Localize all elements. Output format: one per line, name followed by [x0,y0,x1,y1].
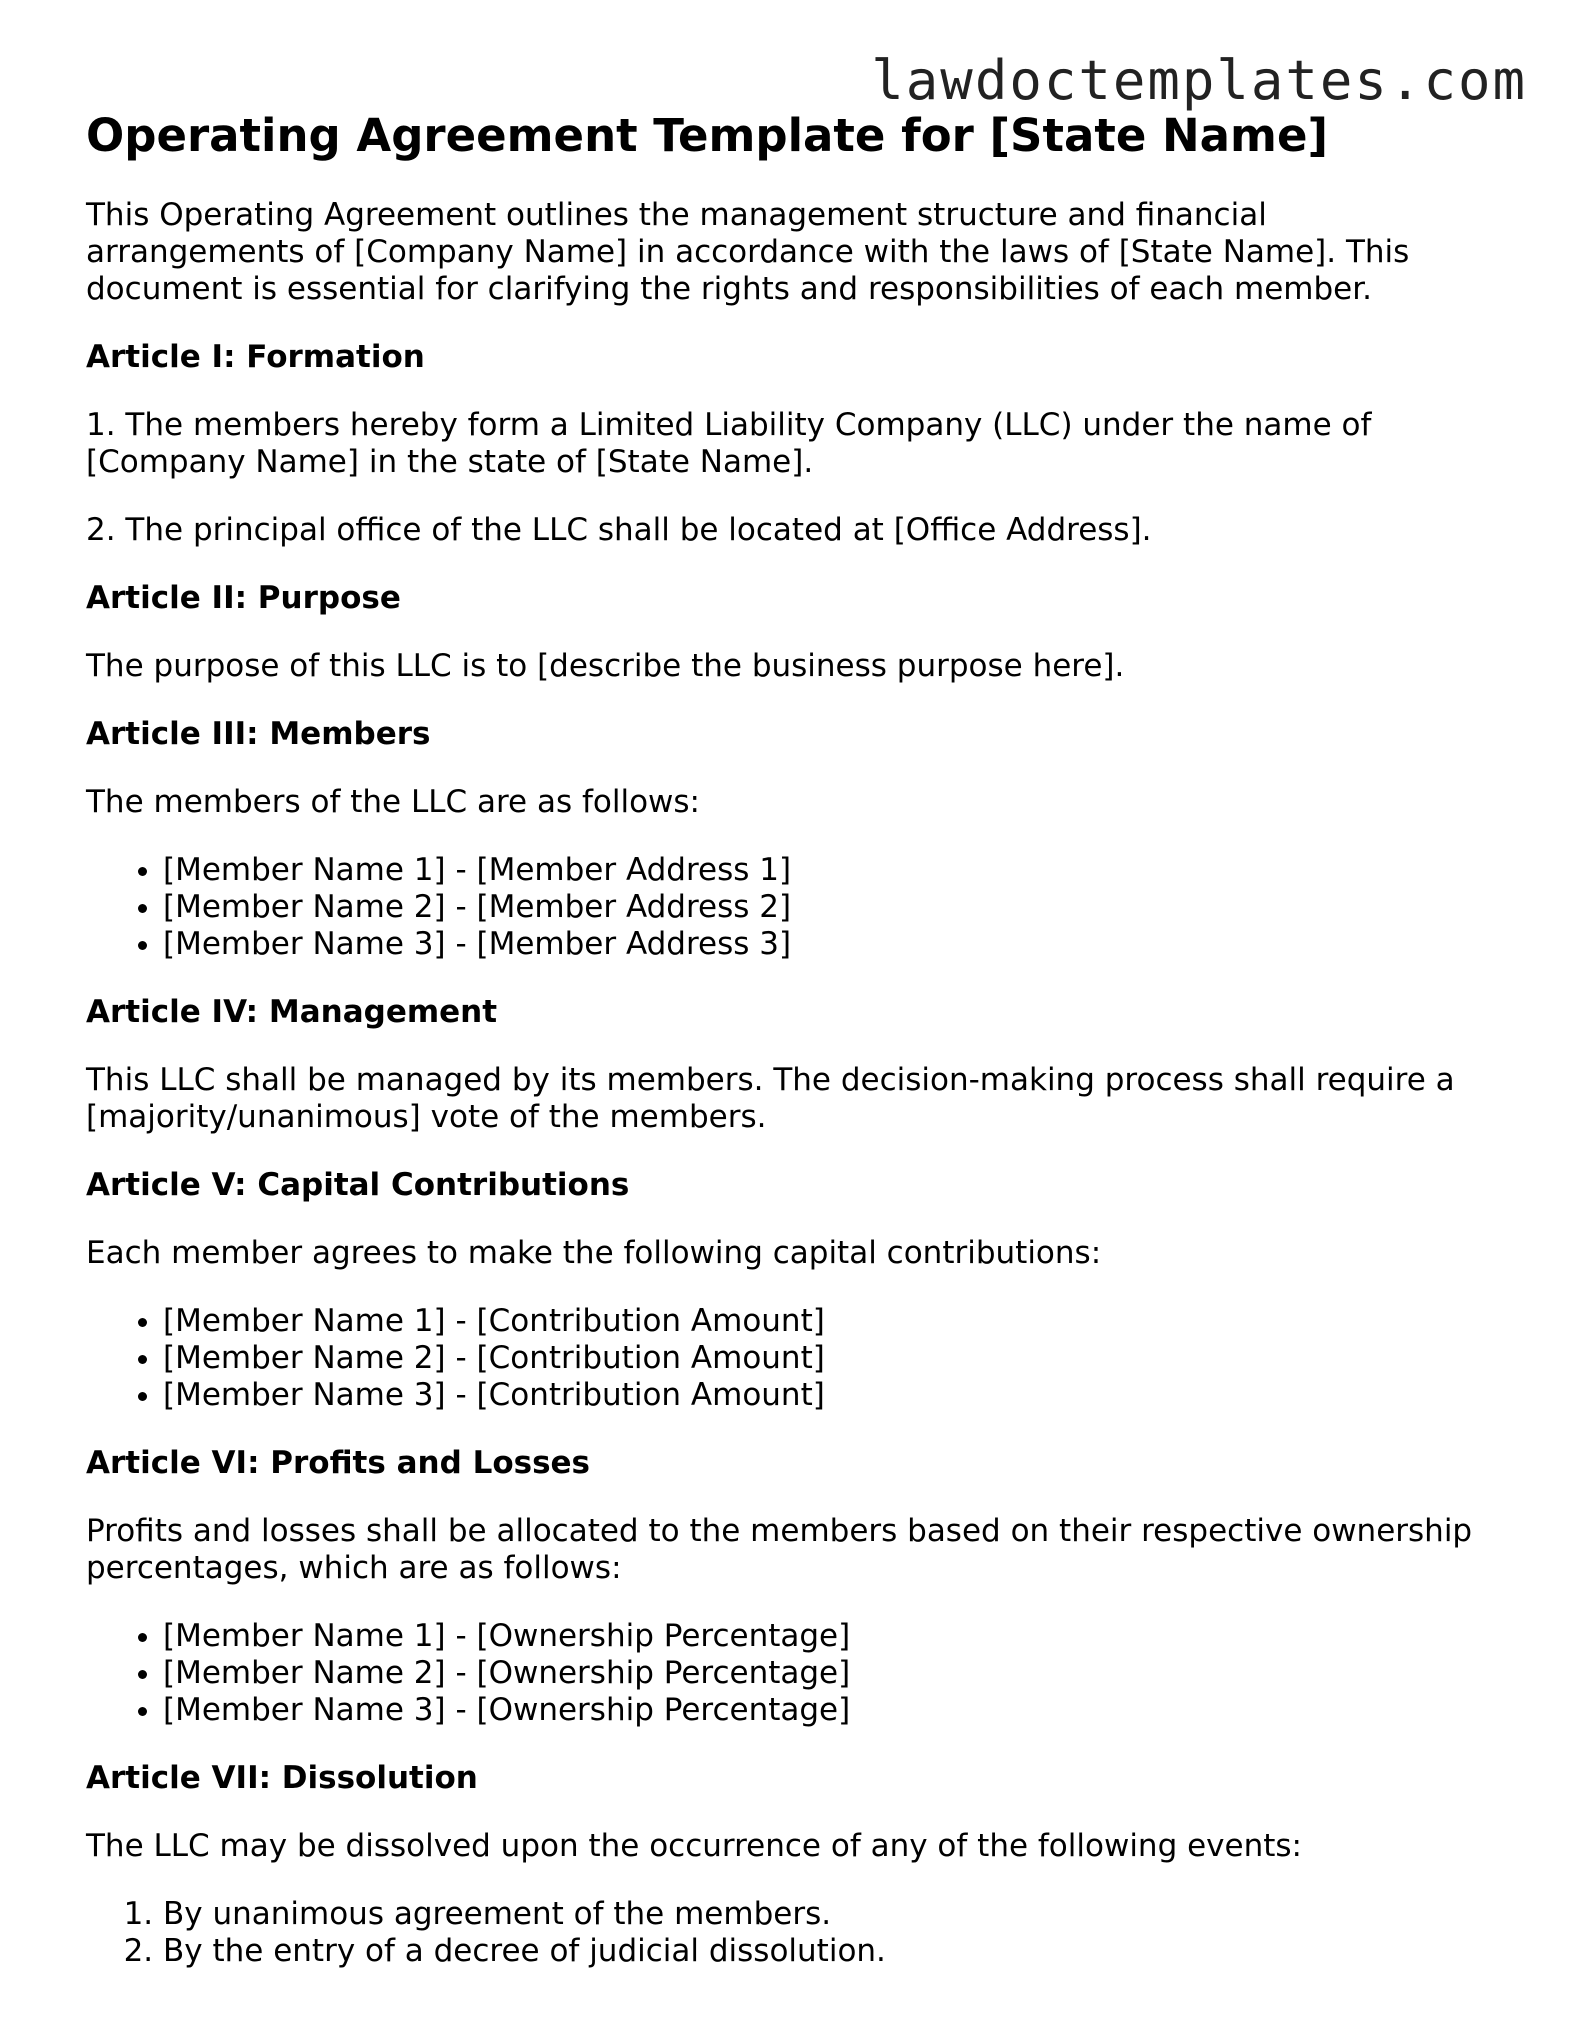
article-7-text: The LLC may be dissolved upon the occurrence of any of the following events: [86,1828,1302,1864]
article-5-heading: Article V: Capital Contributions [86,1167,630,1203]
list-item: • [Member Name 3] - [Ownership Percentage] [163,1692,1486,1729]
list-item: 2. By the entry of a decree of judicial dissolution. [163,1933,1486,1970]
list-item: • [Member Name 1] - [Contribution Amount] [163,1303,1486,1340]
list-item: • [Member Name 3] - [Contribution Amount] [163,1377,1486,1414]
intro-paragraph: This Operating Agreement outlines the management structure and financial arrangements of [Company Name] in accordance with the laws of [State Name]. This document is essential for clarifying the rights and responsibilities of each member. [86,197,1410,307]
article-7-heading: Article VII: Dissolution [86,1760,478,1796]
article-2-heading: Article II: Purpose [86,580,401,616]
ownership-list [86,1618,1486,1729]
members-list [86,852,1486,963]
list-item: • [Member Name 2] - [Member Address 2] [163,889,1486,926]
list-item: • [Member Name 2] - [Contribution Amount] [163,1340,1486,1377]
list-item: • [Member Name 1] - [Ownership Percentage] [163,1618,1486,1655]
document-body [86,108,1486,2001]
article-1-clause-1: 1. The members hereby form a Limited Liability Company (LLC) under the name of [Company Name] in the state of [State Name]. [86,407,1372,480]
article-1-heading: Article I: Formation [86,339,425,375]
list-item: 1. By unanimous agreement of the members. [163,1896,1486,1933]
list-item: • [Member Name 2] - [Ownership Percentage] [163,1655,1486,1692]
article-6-text: Profits and losses shall be allocated to the members based on their respective ownership percentages, which are as follows: [86,1513,1473,1586]
article-3-heading: Article III: Members [86,716,431,752]
article-2-text: The purpose of this LLC is to [describe the business purpose here]. [86,648,1125,684]
site-watermark: lawdoctemplates.com [871,49,1527,112]
contributions-list [86,1303,1486,1414]
list-item: • [Member Name 1] - [Member Address 1] [163,852,1486,889]
article-5-text: Each member agrees to make the following capital contributions: [86,1235,1102,1271]
dissolution-events-list [86,1896,1486,1970]
article-4-text: This LLC shall be managed by its members. The decision-making process shall require a [majority/unanimous] vote of the members. [86,1062,1455,1135]
list-item: • [Member Name 3] - [Member Address 3] [163,926,1486,963]
article-1-clause-2: 2. The principal office of the LLC shall be located at [Office Address]. [86,512,1152,548]
article-3-text: The members of the LLC are as follows: [86,784,700,820]
article-4-heading: Article IV: Management [86,994,498,1030]
article-6-heading: Article VI: Profits and Losses [86,1445,591,1481]
document-title: Operating Agreement Template for [State Name] [86,109,1329,162]
